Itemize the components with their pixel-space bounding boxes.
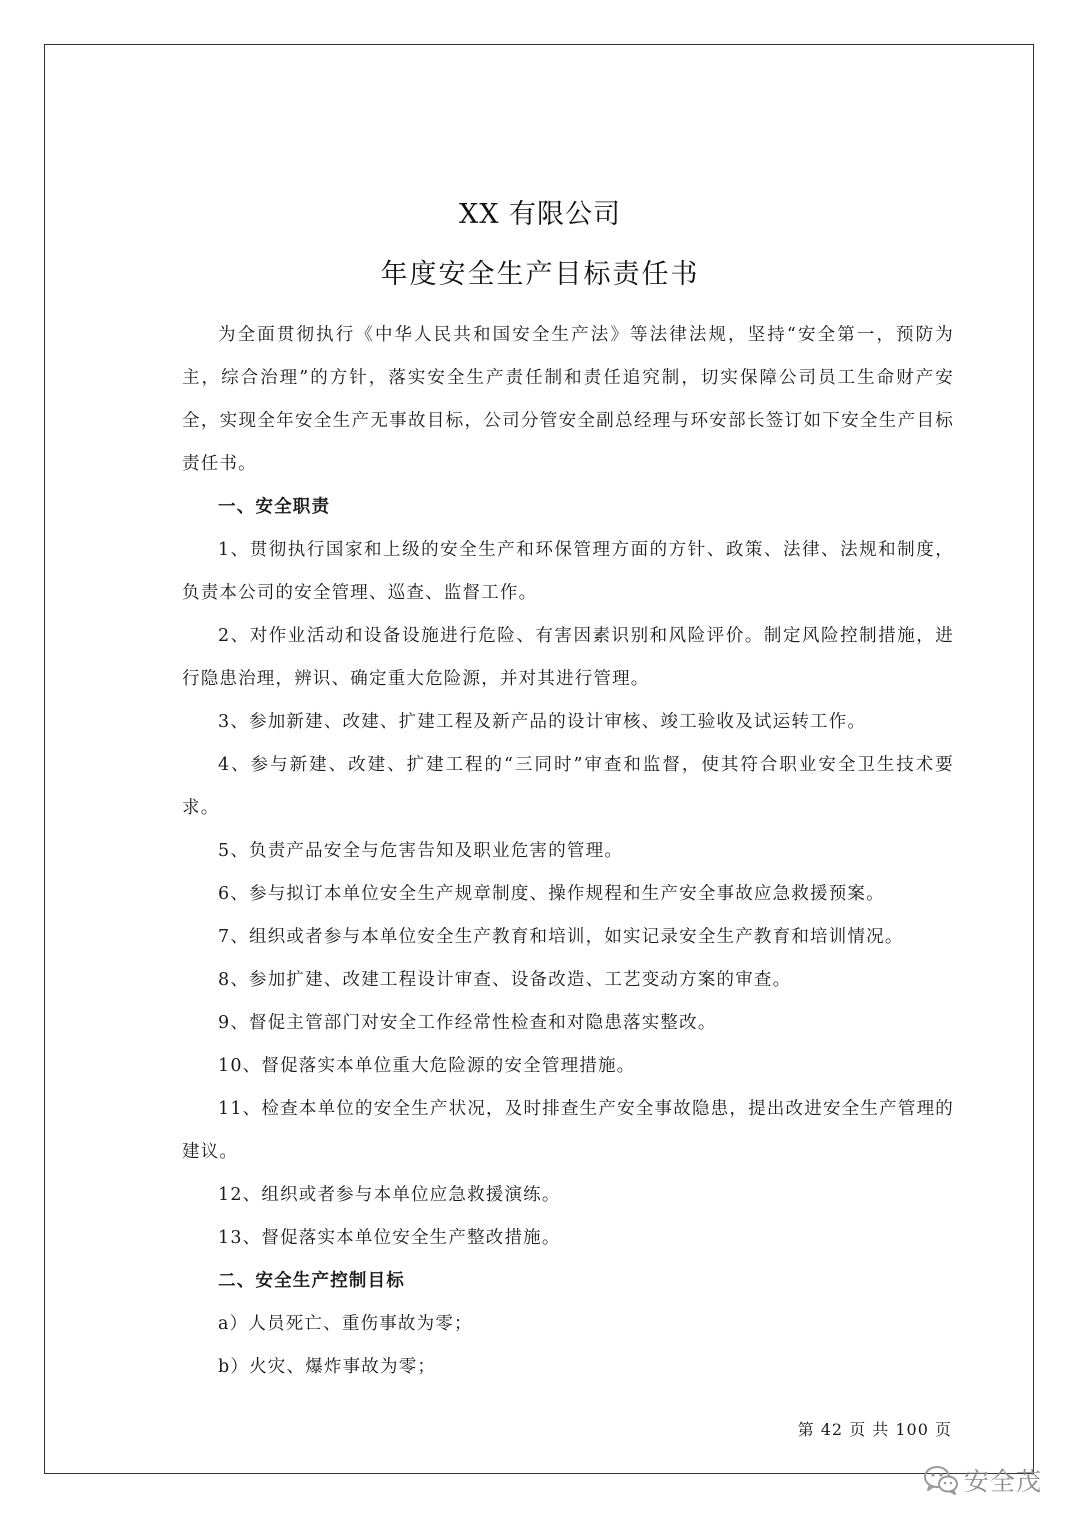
duty-item-12: 12、组织或者参与本单位应急救援演练。 <box>218 1185 561 1205</box>
duty-item-1: 1、贯彻执行国家和上级的安全生产和环保管理方面的方针、政策、法律、法规和制度，负责本公司的安全管理、巡查、监督工作。 <box>182 540 954 603</box>
section-heading-targets: 二、安全生产控制目标 <box>218 1271 405 1291</box>
document-body <box>182 314 954 1389</box>
duty-item-4: 4、参与新建、改建、扩建工程的“三同时”审查和监督，使其符合职业安全卫生技术要求。 <box>182 755 954 818</box>
watermark-text: 安全茂 <box>964 1467 1043 1496</box>
duty-item-13: 13、督促落实本单位安全生产整改措施。 <box>218 1228 561 1248</box>
duty-item-6: 6、参与拟订本单位安全生产规章制度、操作规程和生产安全事故应急救援预案。 <box>218 884 885 904</box>
target-item-a: a）人员死亡、重伤事故为零； <box>218 1314 473 1334</box>
page-number-footer: 第 42 页 共 100 页 <box>797 1420 952 1439</box>
document-title: 年度安全生产目标责任书 <box>380 259 700 290</box>
duty-item-7: 7、组织或者参与本单位安全生产教育和培训，如实记录安全生产教育和培训情况。 <box>218 927 904 947</box>
duty-item-10: 10、督促落实本单位重大危险源的安全管理措施。 <box>218 1056 636 1076</box>
duty-item-5: 5、负责产品安全与危害告知及职业危害的管理。 <box>218 841 624 861</box>
section-heading-duties: 一、安全职责 <box>218 497 331 517</box>
company-title: XX 有限公司 <box>458 199 622 230</box>
duty-item-3: 3、参加新建、改建、扩建工程及新产品的设计审核、竣工验收及试运转工作。 <box>218 712 867 732</box>
watermark <box>922 1462 1042 1498</box>
duty-item-8: 8、参加扩建、改建工程设计审查、设备改造、工艺变动方案的审查。 <box>218 970 792 990</box>
duty-item-9: 9、督促主管部门对安全工作经常性检查和对隐患落实整改。 <box>218 1013 717 1033</box>
duty-item-2: 2、对作业活动和设备设施进行危险、有害因素识别和风险评价。制定风险控制措施，进行隐患治理，辨识、确定重大危险源，并对其进行管理。 <box>182 626 954 689</box>
duty-item-11: 11、检查本单位的安全生产状况，及时排查生产安全事故隐患，提出改进安全生产管理的建议。 <box>182 1099 954 1162</box>
intro-paragraph: 为全面贯彻执行《中华人民共和国安全生产法》等法律法规，坚持“安全第一，预防为主，综合治理”的方针，落实安全生产责任制和责任追究制，切实保障公司员工生命财产安全，实现全年安全生产无事故目标，公司分管安全副总经理与环安部长签订如下安全生产目标责任书。 <box>182 325 954 474</box>
target-item-b: b）火灾、爆炸事故为零； <box>218 1357 437 1377</box>
wechat-icon <box>922 1464 960 1496</box>
